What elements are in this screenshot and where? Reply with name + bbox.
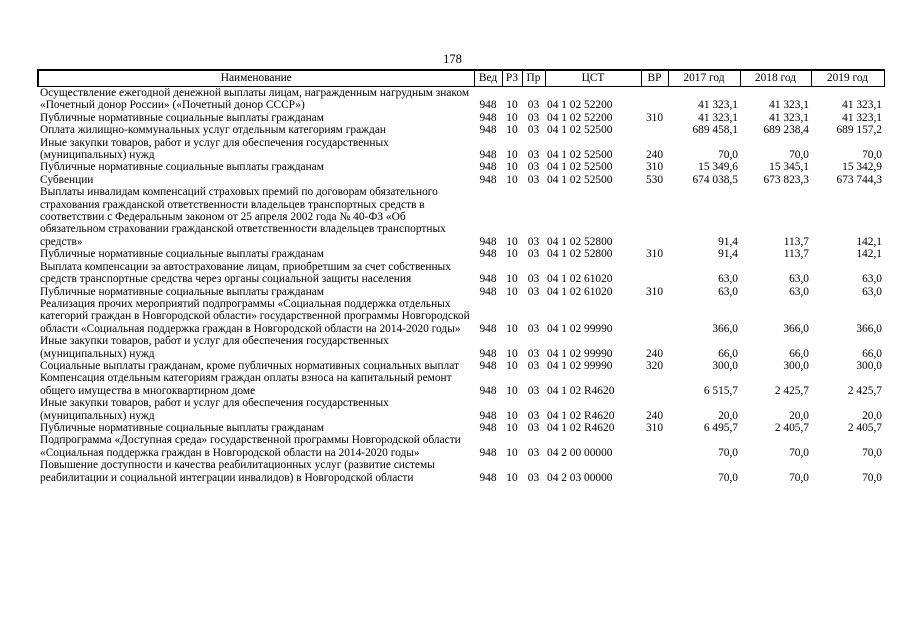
cell-2017: 6 515,7: [703, 384, 738, 397]
cell-2017: 20,0: [718, 409, 738, 422]
cell-2019: 63,0: [862, 273, 882, 286]
cell-2019: 41 323,1: [842, 111, 882, 124]
cell-2017: 674 038,5: [692, 173, 738, 186]
cell-name: Оплата жилищно-коммунальных услуг отдельным категориям граждан: [40, 124, 386, 137]
cell-rz: 10: [506, 359, 518, 372]
cell-2018: 70,0: [789, 471, 809, 484]
cell-pr: 03: [527, 322, 540, 335]
table-header-row: [38, 70, 884, 87]
cell-2018: 41 323,1: [769, 111, 809, 124]
cell-2018: 63,0: [789, 273, 809, 286]
cell-2017: 41 323,1: [698, 99, 738, 112]
cell-pr: 03: [527, 99, 540, 112]
cell-pr: 03: [527, 124, 540, 137]
table-body: [38, 87, 884, 485]
cell-2019: 70,0: [862, 149, 882, 162]
table-row: [38, 298, 884, 335]
cell-vr: 310: [645, 421, 664, 434]
cell-cst: 04 1 02 52500: [547, 124, 613, 137]
cell-2019: 2 405,7: [847, 421, 882, 434]
table-row: [38, 434, 884, 459]
cell-2017: 41 323,1: [698, 111, 738, 124]
cell-rz: 10: [506, 273, 518, 286]
cell-2018: 20,0: [789, 409, 809, 422]
cell-rz: 10: [506, 111, 518, 124]
cell-vr: 240: [645, 149, 664, 162]
cell-2018: 113,7: [783, 235, 809, 248]
cell-2019: 63,0: [862, 285, 882, 298]
cell-name: Выплата компенсации за автострахование лицам, приобретшим за счет собственных средств транспортные средства через органы социальной защиты населения: [40, 260, 451, 286]
cell-2018: 70,0: [789, 446, 809, 459]
cell-rz: 10: [506, 248, 518, 261]
cell-vr: 240: [645, 347, 664, 360]
cell-name: Публичные нормативные социальные выплаты гражданам: [40, 161, 324, 174]
header-name: Наименование: [38, 70, 474, 87]
cell-name: Иные закупки товаров, работ и услуг для обеспечения государственных (муниципальных) нужд: [40, 335, 389, 360]
cell-2019: 20,0: [862, 409, 882, 422]
cell-pr: 03: [527, 111, 540, 124]
header-pr: Пр: [522, 70, 545, 87]
table-row: [38, 422, 884, 434]
cell-cst: 04 2 03 00000: [547, 471, 613, 484]
cell-pr: 03: [527, 409, 540, 422]
cell-2019: 142,1: [856, 235, 882, 248]
cell-cst: 04 1 02 R4620: [547, 384, 615, 397]
cell-pr: 03: [527, 471, 540, 484]
cell-name: Компенсация отдельным категориям граждан оплаты взноса на капитальный ремонт общего имущества в многоквартирном доме: [40, 372, 452, 397]
table-row: [38, 335, 884, 360]
cell-cst: 04 1 02 99990: [547, 359, 613, 372]
cell-ved: 948: [479, 322, 497, 335]
cell-vr: 310: [645, 248, 664, 261]
cell-2018: 673 823,3: [763, 173, 809, 186]
page-number: 178: [443, 52, 462, 66]
table-row: [38, 372, 884, 397]
cell-2017: 91,4: [718, 248, 738, 261]
cell-2018: 2 425,7: [774, 384, 809, 397]
cell-name: Публичные нормативные социальные выплаты гражданам: [40, 421, 324, 434]
cell-cst: 04 1 02 52500: [547, 149, 613, 162]
cell-rz: 10: [506, 322, 518, 335]
header-rz: РЗ: [502, 70, 522, 87]
cell-2018: 15 345,1: [769, 161, 809, 174]
cell-2018: 300,0: [783, 359, 809, 372]
cell-name: Публичные нормативные социальные выплаты гражданам: [40, 248, 324, 261]
cell-pr: 03: [527, 173, 540, 186]
cell-cst: 04 1 02 99990: [547, 347, 613, 360]
cell-2019: 70,0: [862, 446, 882, 459]
cell-2017: 66,0: [718, 347, 738, 360]
cell-2019: 366,0: [856, 322, 882, 335]
cell-name: Социальные выплаты гражданам, кроме публичных нормативных социальных выплат: [40, 359, 459, 372]
cell-name: Иные закупки товаров, работ и услуг для обеспечения государственных (муниципальных) нужд: [40, 397, 389, 422]
cell-pr: 03: [527, 235, 540, 248]
cell-rz: 10: [506, 99, 518, 112]
cell-ved: 948: [479, 471, 497, 484]
cell-pr: 03: [527, 421, 540, 434]
cell-rz: 10: [506, 161, 518, 174]
cell-cst: 04 1 02 52800: [547, 235, 613, 248]
cell-name: Иные закупки товаров, работ и услуг для обеспечения государственных (муниципальных) нужд: [40, 136, 389, 162]
cell-vr: [641, 87, 668, 112]
cell-2017: 91,4: [718, 235, 738, 248]
cell-2019: 41 323,1: [842, 99, 882, 112]
cell-rz: 10: [506, 384, 518, 397]
cell-2018: 66,0: [789, 347, 809, 360]
cell-2017: 15 349,6: [698, 161, 738, 174]
cell-pr: 03: [527, 446, 540, 459]
cell-vr: [641, 124, 668, 136]
cell-name: Публичные нормативные социальные выплаты гражданам: [40, 111, 324, 124]
header-2017: 2017 год: [668, 70, 740, 87]
cell-2019: 2 425,7: [847, 384, 882, 397]
cell-vr: 530: [645, 173, 664, 186]
cell-name: Подпрограмма «Доступная среда» государственной программы Новгородской области «Социальная поддержка граждан в Новгородской области на 2014-2020 годы»: [40, 434, 461, 459]
table-row: [38, 459, 884, 484]
cell-vr: 310: [645, 111, 664, 124]
cell-ved: 948: [479, 99, 497, 112]
header-2019: 2019 год: [811, 70, 884, 87]
cell-cst: 04 1 02 61020: [547, 285, 613, 298]
cell-rz: 10: [506, 124, 518, 137]
cell-ved: 948: [479, 446, 497, 459]
table-row: [38, 261, 884, 286]
table-row: [38, 248, 884, 260]
cell-2018: 689 238,4: [763, 124, 809, 137]
cell-ved: 948: [479, 421, 497, 434]
cell-ved: 948: [479, 235, 497, 248]
cell-2018: 70,0: [789, 149, 809, 162]
cell-2017: 70,0: [718, 149, 738, 162]
cell-cst: 04 1 02 R4620: [547, 409, 615, 422]
cell-2018: 2 405,7: [774, 421, 809, 434]
cell-cst: 04 1 02 R4620: [547, 421, 615, 434]
cell-2017: 689 458,1: [692, 124, 738, 137]
table-row: [38, 87, 884, 112]
cell-rz: 10: [506, 409, 518, 422]
cell-rz: 10: [506, 471, 518, 484]
cell-cst: 04 1 02 61020: [547, 273, 613, 286]
table-row: [38, 397, 884, 422]
cell-rz: 10: [506, 149, 518, 162]
cell-cst: 04 2 00 00000: [547, 446, 613, 459]
cell-2019: 300,0: [856, 359, 882, 372]
cell-name: Субвенции: [40, 173, 94, 186]
cell-ved: 948: [479, 359, 497, 372]
cell-vr: 240: [645, 409, 664, 422]
cell-vr: [641, 186, 668, 248]
cell-cst: 04 1 02 52200: [547, 111, 613, 124]
budget-table: [37, 69, 885, 484]
cell-2019: 15 342,9: [842, 161, 882, 174]
cell-cst: 04 1 02 52500: [547, 173, 613, 186]
cell-ved: 948: [479, 149, 497, 162]
cell-pr: 03: [527, 384, 540, 397]
cell-pr: 03: [527, 347, 540, 360]
cell-ved: 948: [479, 111, 497, 124]
table-row: [38, 112, 884, 124]
cell-vr: 320: [645, 359, 664, 372]
header-vr: ВР: [641, 70, 668, 87]
cell-2018: 366,0: [783, 322, 809, 335]
cell-rz: 10: [506, 421, 518, 434]
cell-2019: 70,0: [862, 471, 882, 484]
header-2018: 2018 год: [740, 70, 811, 87]
cell-pr: 03: [527, 359, 540, 372]
cell-ved: 948: [479, 248, 497, 261]
cell-pr: 03: [527, 285, 540, 298]
cell-ved: 948: [479, 285, 497, 298]
cell-ved: 948: [479, 124, 497, 137]
cell-2017: 6 495,7: [703, 421, 738, 434]
table-row: [38, 137, 884, 162]
table-row: [38, 161, 884, 173]
cell-2018: 63,0: [789, 285, 809, 298]
cell-pr: 03: [527, 149, 540, 162]
cell-2019: 142,1: [856, 248, 882, 261]
cell-vr: [641, 261, 668, 286]
cell-ved: 948: [479, 161, 497, 174]
cell-vr: [641, 459, 668, 484]
cell-2018: 113,7: [783, 248, 809, 261]
cell-rz: 10: [506, 235, 518, 248]
cell-name: Выплаты инвалидам компенсаций страховых премий по договорам обязательного страхования гражданской ответственности владельцев транспортных средств в соответствии с Федеральным законом от 25 апреля 2002 года № 40-ФЗ «Об обязательном страховании гражданской ответственности владельцев транспортных средств»: [40, 186, 446, 248]
cell-pr: 03: [527, 273, 540, 286]
cell-name: Повышение доступности и качества реабилитационных услуг (развитие системы реабилитации и социальной интеграции инвалидов) в Новгородской области: [40, 459, 435, 484]
cell-2017: 366,0: [712, 322, 738, 335]
cell-2018: 41 323,1: [769, 99, 809, 112]
cell-vr: [641, 372, 668, 397]
cell-rz: 10: [506, 285, 518, 298]
table-row: [38, 360, 884, 372]
cell-rz: 10: [506, 446, 518, 459]
cell-ved: 948: [479, 173, 497, 186]
cell-2017: 300,0: [712, 359, 738, 372]
table-row: [38, 286, 884, 298]
table-row: [38, 124, 884, 136]
cell-pr: 03: [527, 248, 540, 261]
table-row: [38, 174, 884, 186]
cell-name: Осуществление ежегодной денежной выплаты лицам, награжденным нагрудным знаком «Почетный донор России» («Почетный донор СССР»): [40, 87, 470, 112]
cell-ved: 948: [479, 347, 497, 360]
cell-vr: 310: [645, 285, 664, 298]
cell-cst: 04 1 02 52200: [547, 99, 613, 112]
cell-2017: 70,0: [718, 471, 738, 484]
cell-2017: 70,0: [718, 446, 738, 459]
cell-vr: [641, 298, 668, 335]
cell-cst: 04 1 02 52500: [547, 161, 613, 174]
header-cst: ЦСТ: [545, 70, 641, 87]
cell-name: Реализация прочих мероприятий подпрограммы «Социальная поддержка отдельных категорий граждан в Новгородской области» государственной программы Новгородской области «Социальная поддержка граждан в Новгородской области на 2014-2020 годы»: [40, 297, 470, 335]
cell-2017: 63,0: [718, 273, 738, 286]
cell-2019: 689 157,2: [836, 124, 882, 137]
cell-cst: 04 1 02 99990: [547, 322, 613, 335]
header-ved: Вед: [474, 70, 502, 87]
table-row: [38, 186, 884, 248]
cell-ved: 948: [479, 273, 497, 286]
cell-name: Публичные нормативные социальные выплаты гражданам: [40, 285, 324, 298]
cell-vr: 310: [645, 161, 664, 174]
cell-rz: 10: [506, 347, 518, 360]
cell-2017: 63,0: [718, 285, 738, 298]
cell-pr: 03: [527, 161, 540, 174]
cell-ved: 948: [479, 384, 497, 397]
cell-ved: 948: [479, 409, 497, 422]
cell-rz: 10: [506, 173, 518, 186]
cell-2019: 673 744,3: [836, 173, 882, 186]
cell-vr: [641, 434, 668, 459]
cell-2019: 66,0: [862, 347, 882, 360]
cell-cst: 04 1 02 52800: [547, 248, 613, 261]
